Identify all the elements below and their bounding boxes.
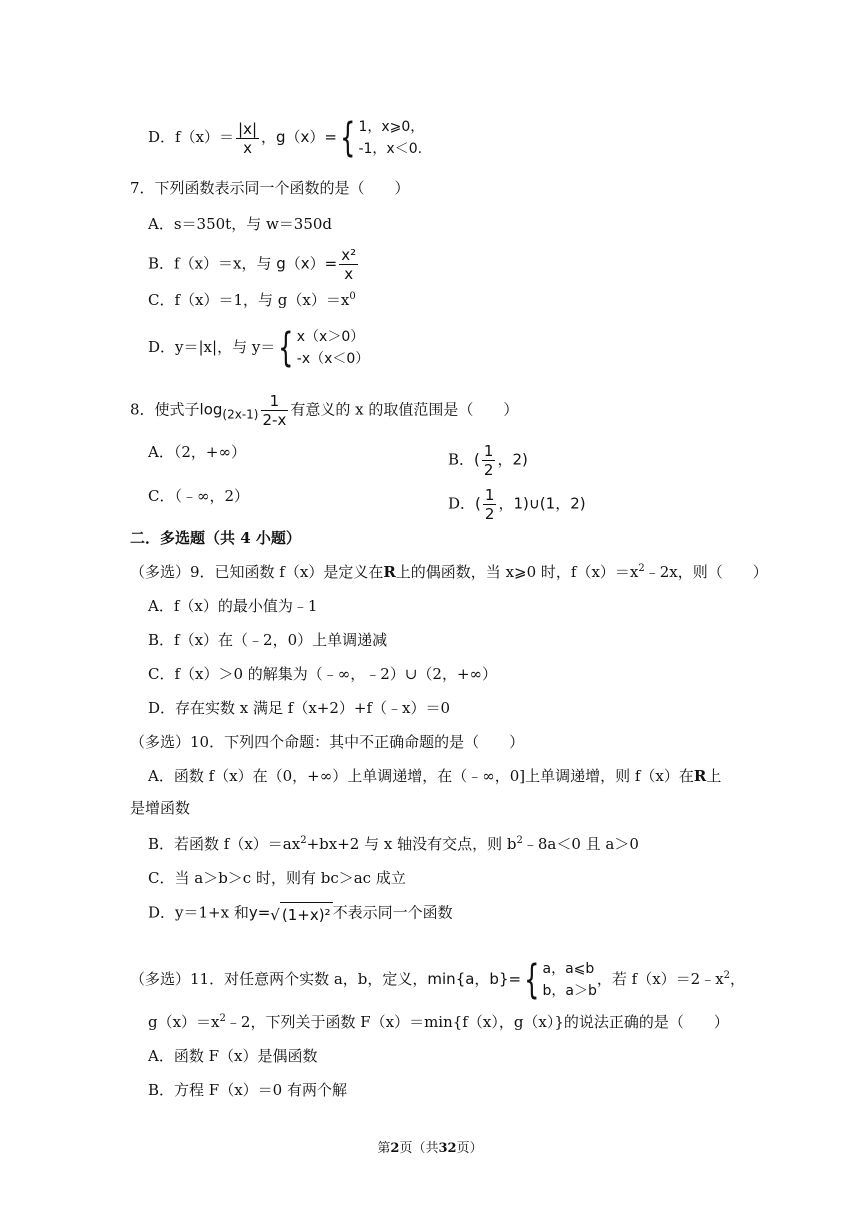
q10-option-b	[148, 834, 639, 854]
q7-d-case1: x（x＞0）	[296, 329, 365, 345]
q11-stem-sup: 2	[723, 970, 731, 981]
q11-line2-post: ﹣2，下列关于函数 F（x）＝min{f（x），g（x）}的说法正确的是（ ）	[225, 1013, 729, 1031]
q8-b-fraction	[482, 442, 496, 479]
q7-b-numerator: x²	[341, 246, 357, 264]
q8-d-fraction	[483, 486, 497, 523]
q8-stem-post: 有意义的 x 的取值范围是（ ）	[290, 400, 519, 419]
sqrt-icon: √	[270, 906, 280, 924]
q11-stem-tail: ，	[730, 970, 746, 988]
q7-b-g: g（x）=	[276, 254, 338, 273]
q10-option-a-line1	[148, 766, 721, 786]
q9-option-a: A．f（x）的最小值为﹣1	[148, 597, 318, 615]
q11-stem-line2	[148, 1012, 729, 1032]
q6-d-cases	[358, 116, 424, 160]
q10-b-mid: +bx+2 与 x 轴没有交点，则 b	[306, 835, 517, 853]
q7-option-c	[148, 290, 356, 310]
footer-post: 页）	[456, 1141, 483, 1156]
q10-d-post: 不表示同一个函数	[332, 903, 453, 922]
q10-d-sqrt	[270, 902, 332, 925]
q7-stem: 7．下列函数表示同一个函数的是（ ）	[130, 179, 410, 197]
q6-d-denominator: x	[243, 138, 252, 157]
q6-d-label: D．	[148, 128, 176, 146]
q8-log: log	[199, 400, 223, 419]
q9-option-d: D．存在实数 x 满足 f（x+2）+f（﹣x）＝0	[148, 699, 451, 717]
q11-line2-sup: 2	[219, 1013, 226, 1024]
q11-cases	[543, 958, 597, 1002]
q11-option-b: B．方程 F（x）＝0 有两个解	[148, 1081, 347, 1099]
q7-b-fraction	[339, 246, 358, 283]
q9-stem-post: 上的偶函数，当 x⩾0 时，f（x）＝x	[395, 563, 639, 581]
q10-a-pre: A．函数 f（x）在（0，+∞）上单调递增，在（﹣∞，0]上单调递增，则 f（x）在	[148, 767, 694, 785]
q7-b-pre: B．f（x）＝x，与	[148, 254, 272, 273]
q8-log-base: (2x-1)	[222, 407, 259, 422]
q9-option-b: B．f（x）在（﹣2，0）上单调递减	[148, 631, 388, 649]
q11-line2-pre: g（x）＝x	[148, 1013, 220, 1031]
footer-total-pages: 32	[438, 1141, 457, 1156]
q6-d-case2: -1，x＜0.	[358, 141, 423, 157]
q8-d-open: (	[475, 494, 481, 513]
q8-option-d	[448, 486, 586, 523]
q10-d-pre: D．y＝1+x 和	[148, 903, 249, 922]
q8-option-a: A．（2，+∞）	[148, 443, 246, 461]
q11-option-a: A．函数 F（x）是偶函数	[148, 1047, 318, 1065]
q9-stem-pre: （多选）9．已知函数 f（x）是定义在	[130, 563, 384, 581]
q10-a-r: R	[693, 767, 707, 785]
q7-b-denominator: x	[344, 265, 354, 283]
q11-min: min{a，b}=	[427, 970, 522, 988]
q10-option-c: C．当 a＞b＞c 时，则有 bc＞ac 成立	[148, 869, 406, 887]
q8-stem	[130, 392, 518, 429]
q6-d-g: ，g（x）=	[261, 128, 337, 146]
q6-option-d	[148, 116, 424, 160]
left-brace-icon: {	[278, 325, 294, 371]
q7-c-sup: 0	[349, 291, 356, 302]
q11-stem	[130, 958, 745, 1002]
q8-d-denominator: 2	[484, 505, 495, 523]
q10-option-a-line2: 是增函数	[130, 799, 191, 817]
q11-stem-pre: （多选）11．对任意两个实数 a，b，定义，	[130, 970, 428, 988]
q10-stem: （多选）10．下列四个命题：其中不正确命题的是（ ）	[130, 733, 525, 751]
q11-stem-post: ，若 f（x）＝2﹣x	[596, 970, 724, 988]
q11-case1: a，a⩽b	[542, 961, 595, 977]
q8-b-label: B．	[448, 450, 475, 469]
q8-stem-pre: 8．使式子	[130, 400, 200, 419]
q9-option-c: C．f（x）＞0 的解集为（﹣∞，﹣2）∪（2，+∞）	[148, 665, 498, 683]
q9-stem-sup: 2	[638, 563, 645, 574]
left-brace-icon: {	[340, 115, 356, 161]
q7-d-case2: -x（x＜0）	[296, 351, 370, 367]
section-title: 二．多选题（共 4 小题）	[130, 529, 301, 547]
q8-option-c: C．（﹣∞，2）	[148, 487, 250, 505]
left-brace-icon: {	[524, 957, 540, 1003]
q9-stem-r: R	[383, 563, 396, 581]
q8-b-tail: ，2)	[497, 450, 528, 469]
page-footer	[0, 1137, 860, 1156]
q10-b-sup1: 2	[300, 835, 307, 846]
q8-d-tail: ，1)∪(1，2)	[498, 494, 586, 513]
footer-mid: 页（共	[399, 1141, 439, 1156]
q10-b-tail: ﹣8a＜0 且 a＞0	[522, 835, 639, 853]
q7-d-cases	[297, 326, 370, 370]
q7-option-b	[148, 246, 360, 283]
q10-b-sup2: 2	[516, 835, 523, 846]
q8-d-numerator: 1	[484, 486, 495, 504]
q8-fraction	[261, 392, 289, 429]
q8-denominator: 2-x	[262, 411, 287, 429]
q8-option-b	[448, 442, 528, 479]
q9-stem	[130, 562, 768, 582]
q6-d-numerator: |x|	[238, 119, 258, 138]
q9-stem-tail: ﹣2x，则（ ）	[644, 563, 768, 581]
q10-b-pre: B．若函数 f（x）＝ax	[148, 835, 301, 853]
q6-d-fraction	[236, 120, 259, 157]
q10-d-y: y=	[248, 903, 271, 922]
q8-b-numerator: 1	[483, 442, 494, 460]
q7-d-pre: D．y＝|x|，与 y＝	[148, 338, 276, 356]
q7-option-d	[148, 326, 369, 370]
q10-option-d	[148, 902, 453, 925]
q6-d-case1: 1，x⩾0，	[358, 119, 425, 135]
footer-pre: 第	[377, 1141, 391, 1156]
footer-page-number: 2	[390, 1141, 400, 1156]
q10-a-post: 上	[706, 767, 722, 785]
q6-d-f: f（x）＝	[175, 128, 235, 146]
q8-b-open: (	[474, 450, 480, 469]
q8-numerator: 1	[261, 392, 289, 411]
q7-option-a: A．s＝350t，与 w＝350d	[148, 215, 333, 233]
q7-c-text: C．f（x）＝1，与 g（x）＝x	[148, 291, 350, 309]
q8-b-denominator: 2	[483, 461, 494, 479]
q10-d-radicand: (1+x)²	[280, 902, 333, 925]
q8-d-label: D．	[448, 494, 476, 513]
q11-case2: b，a＞b	[542, 983, 597, 999]
